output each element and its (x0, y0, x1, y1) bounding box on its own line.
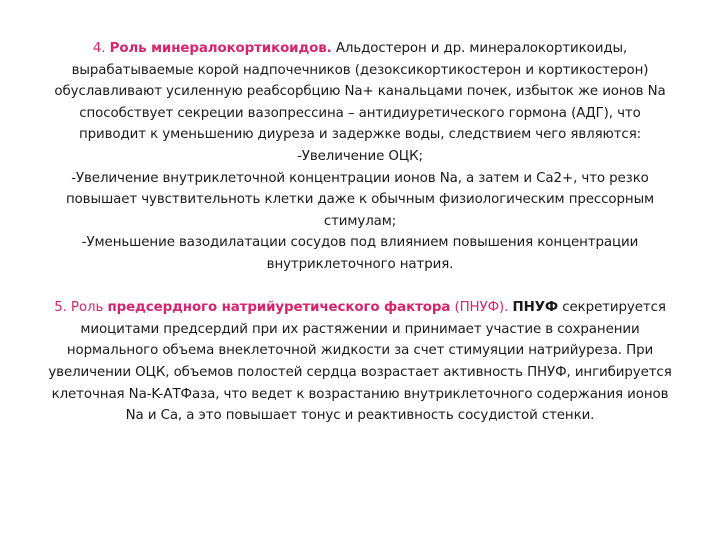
section-5-line: нормального объема внеклеточной жидкости за счет стимуяции натрийуреза. При (66, 343, 654, 359)
section-5-line: увеличении ОЦК, объемов полостей сердца возрастает активность ПНУФ, ингибируется (48, 364, 672, 380)
section-4-line: обуславливают усиленную реабсорбцию Na+ канальцами почек, избыток же ионов Na (54, 84, 666, 100)
section-4-heading: Роль минералокортикоидов. (109, 41, 332, 56)
section-4-line: вырабатываемые корой надпочечников (дезоксикортикостерон и кортикостерон) (71, 62, 649, 78)
section-4-line: повышает чувствительноть клетки даже к обычным физиологическим прессорным (65, 192, 655, 208)
slide-text-block (40, 38, 680, 427)
section-4-paragraph (40, 38, 680, 276)
section-4-number: 4. (92, 41, 106, 56)
section-4-line: внутриклеточного натрия. (266, 256, 454, 272)
section-5-line: Na и Ca, а это повышает тонус и реактивность сосудистой стенки. (125, 408, 595, 424)
section-4-first-line (40, 38, 680, 60)
section-5-abbreviation: (ПНУФ). (454, 300, 509, 316)
section-5-line: клеточная Na-K-АТФаза, что ведет к возрастанию внутриклеточного содержания ионов (51, 386, 669, 402)
section-4-line: приводит к уменьшению диуреза и задержке воды, следствием чего являются: (78, 127, 642, 143)
section-5-paragraph (40, 297, 680, 427)
section-4-line: способствует секреции вазопрессина – антидиуретического гормона (АДГ), что (79, 105, 641, 121)
section-4-list-item: -Увеличение ОЦК; (297, 148, 423, 164)
section-4-list-item: -Уменьшение вазодилатации сосудов под влиянием повышения концентрации (81, 235, 639, 251)
paragraph-spacer (40, 276, 680, 298)
section-4-lead-in: Альдостерон и др. минералокортикоиды, (335, 41, 628, 56)
section-4-line: стимулам; (323, 213, 397, 229)
section-4-list-item: -Увеличение внутриклеточной концентрации ионов Na, а затем и Ca2+, что резко (71, 170, 649, 186)
section-5-heading: предсердного натрийуретического фактора (107, 300, 451, 316)
section-5-line: миоцитами предсердий при их растяжении и принимает участие в сохранении (80, 321, 640, 337)
section-5-first-line (40, 297, 680, 319)
section-5-number: 5. Роль (54, 300, 104, 316)
section-5-lead-in: секретируется (562, 300, 666, 316)
section-5-lead-bold: ПНУФ (512, 300, 559, 316)
